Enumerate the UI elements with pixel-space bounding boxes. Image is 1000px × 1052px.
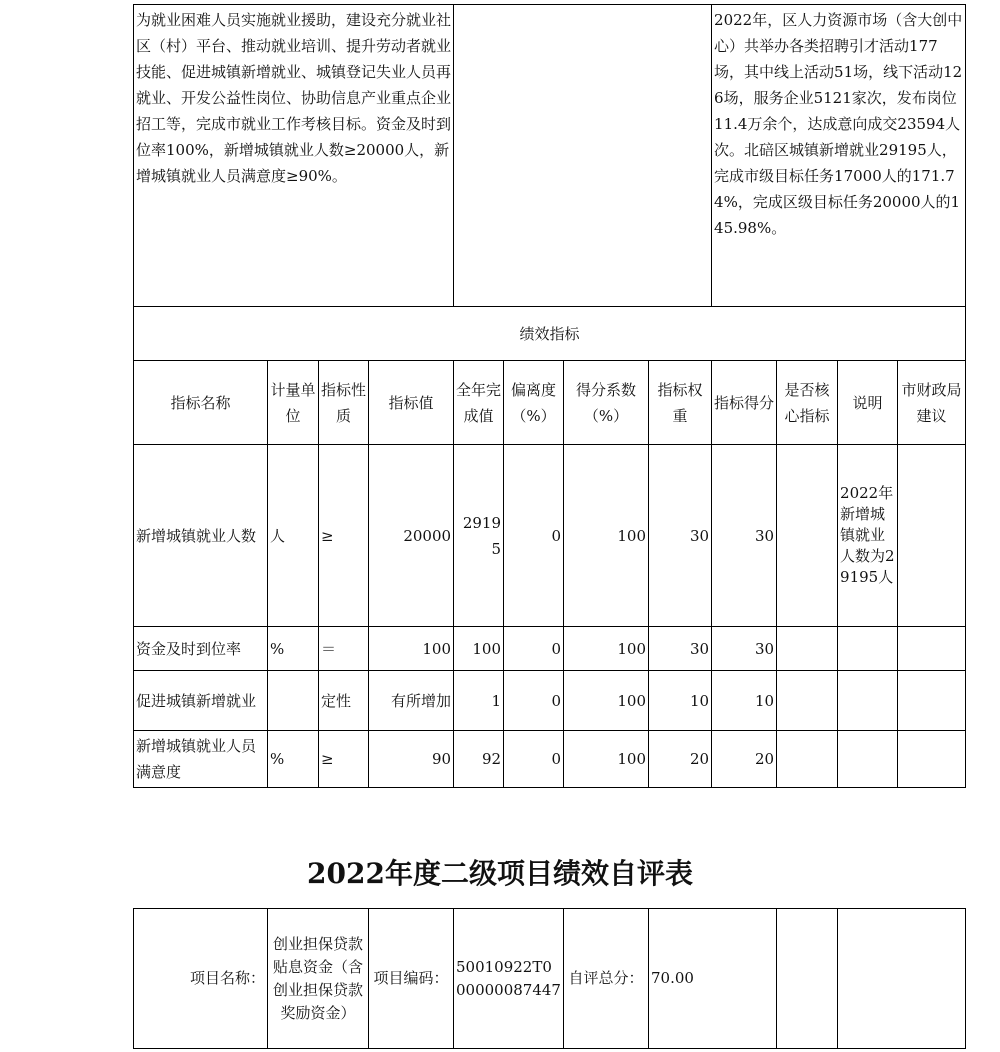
cell-nature: ≥ <box>319 445 369 627</box>
cell-actual: 1 <box>454 671 504 731</box>
header-note: 说明 <box>838 361 898 445</box>
header-nature: 指标性质 <box>319 361 369 445</box>
project-code-value: 50010922T000000087447 <box>454 909 564 1049</box>
cell-coefficient: 100 <box>564 627 649 671</box>
annual-target-text: 为就业困难人员实施就业援助，建设充分就业社区（村）平台、推动就业培训、提升劳动者就业技能、促进城镇新增就业、城镇登记失业人员再就业、开发公益性岗位、协助信息产业重点企业招工等，完成市就业工作考核目标。资金及时到位率100%，新增城镇就业人数≥20000人，新增城镇就业人员满意度≥90%。 <box>136 11 452 185</box>
section-caption-row <box>134 307 966 361</box>
cell-advice <box>898 731 966 788</box>
cell-deviation: 0 <box>504 731 564 788</box>
cell-deviation: 0 <box>504 627 564 671</box>
header-deviation: 偏离度（%） <box>504 361 564 445</box>
cell-name: 新增城镇就业人数 <box>134 445 268 627</box>
header-indicator-name: 指标名称 <box>134 361 268 445</box>
cell-advice <box>898 445 966 627</box>
cell-score: 10 <box>712 671 777 731</box>
empty-cell <box>454 5 712 307</box>
cell-advice <box>898 671 966 731</box>
cell-actual: 92 <box>454 731 504 788</box>
table-row <box>134 627 966 671</box>
cell-target: 90 <box>369 731 454 788</box>
section-caption: 绩效指标 <box>134 307 966 361</box>
empty-cell <box>777 909 838 1049</box>
cell-weight: 30 <box>649 627 712 671</box>
header-core: 是否核心指标 <box>777 361 838 445</box>
cell-core <box>777 671 838 731</box>
empty-cell <box>838 909 966 1049</box>
header-target: 指标值 <box>369 361 454 445</box>
cell-nature: ＝ <box>319 627 369 671</box>
cell-coefficient: 100 <box>564 445 649 627</box>
cell-name: 促进城镇新增就业 <box>134 671 268 731</box>
table-row <box>134 731 966 788</box>
performance-table <box>133 4 966 788</box>
table-row <box>134 671 966 731</box>
cell-core <box>777 731 838 788</box>
cell-note <box>838 627 898 671</box>
cell-note: 2022年新增城镇就业人数为29195人 <box>838 445 898 627</box>
header-row <box>134 361 966 445</box>
cell-deviation: 0 <box>504 671 564 731</box>
cell-unit: % <box>268 627 319 671</box>
cell-core <box>777 627 838 671</box>
cell-score: 20 <box>712 731 777 788</box>
cell-unit <box>268 671 319 731</box>
header-coefficient: 得分系数（%） <box>564 361 649 445</box>
cell-score: 30 <box>712 627 777 671</box>
cell-target: 100 <box>369 627 454 671</box>
header-advice: 市财政局建议 <box>898 361 966 445</box>
cell-actual: 100 <box>454 627 504 671</box>
cell-name: 新增城镇就业人员满意度 <box>134 731 268 788</box>
cell-note <box>838 731 898 788</box>
cell-target: 有所增加 <box>369 671 454 731</box>
cell-unit: 人 <box>268 445 319 627</box>
project-info-table <box>133 908 966 1049</box>
cell-weight: 10 <box>649 671 712 731</box>
cell-note <box>838 671 898 731</box>
cell-target: 20000 <box>369 445 454 627</box>
cell-deviation: 0 <box>504 445 564 627</box>
cell-nature: ≥ <box>319 731 369 788</box>
project-name-label: 项目名称： <box>134 909 268 1049</box>
document-title: 2022年度二级项目绩效自评表 <box>307 857 693 890</box>
cell-core <box>777 445 838 627</box>
cell-name: 资金及时到位率 <box>134 627 268 671</box>
header-actual: 全年完成值 <box>454 361 504 445</box>
project-name-value: 创业担保贷款贴息资金（含创业担保贷款奖励资金） <box>268 909 369 1049</box>
self-score-value: 70.00 <box>649 909 777 1049</box>
cell-nature: 定性 <box>319 671 369 731</box>
cell-actual: 29195 <box>454 445 504 627</box>
header-score: 指标得分 <box>712 361 777 445</box>
header-unit: 计量单位 <box>268 361 319 445</box>
cell-coefficient: 100 <box>564 731 649 788</box>
objective-row <box>134 5 966 307</box>
cell-score: 30 <box>712 445 777 627</box>
annual-target-cell <box>134 5 454 307</box>
annual-completion-cell <box>712 5 966 307</box>
cell-weight: 20 <box>649 731 712 788</box>
project-row <box>134 909 966 1049</box>
annual-completion-text: 2022年，区人力资源市场（含大创中心）共举办各类招聘引才活动177场，其中线上活动51场，线下活动126场，服务企业5121家次，发布岗位11.4万余个，达成意向成交23594人次。北碚区城镇新增就业29195人，完成市级目标任务17000人的171.74%，完成区级目标任务20000人的145.98%。 <box>714 11 963 237</box>
cell-advice <box>898 627 966 671</box>
project-code-label: 项目编码： <box>369 909 454 1049</box>
table-row <box>134 445 966 627</box>
self-score-label: 自评总分： <box>564 909 649 1049</box>
cell-coefficient: 100 <box>564 671 649 731</box>
cell-weight: 30 <box>649 445 712 627</box>
header-weight: 指标权重 <box>649 361 712 445</box>
cell-unit: % <box>268 731 319 788</box>
